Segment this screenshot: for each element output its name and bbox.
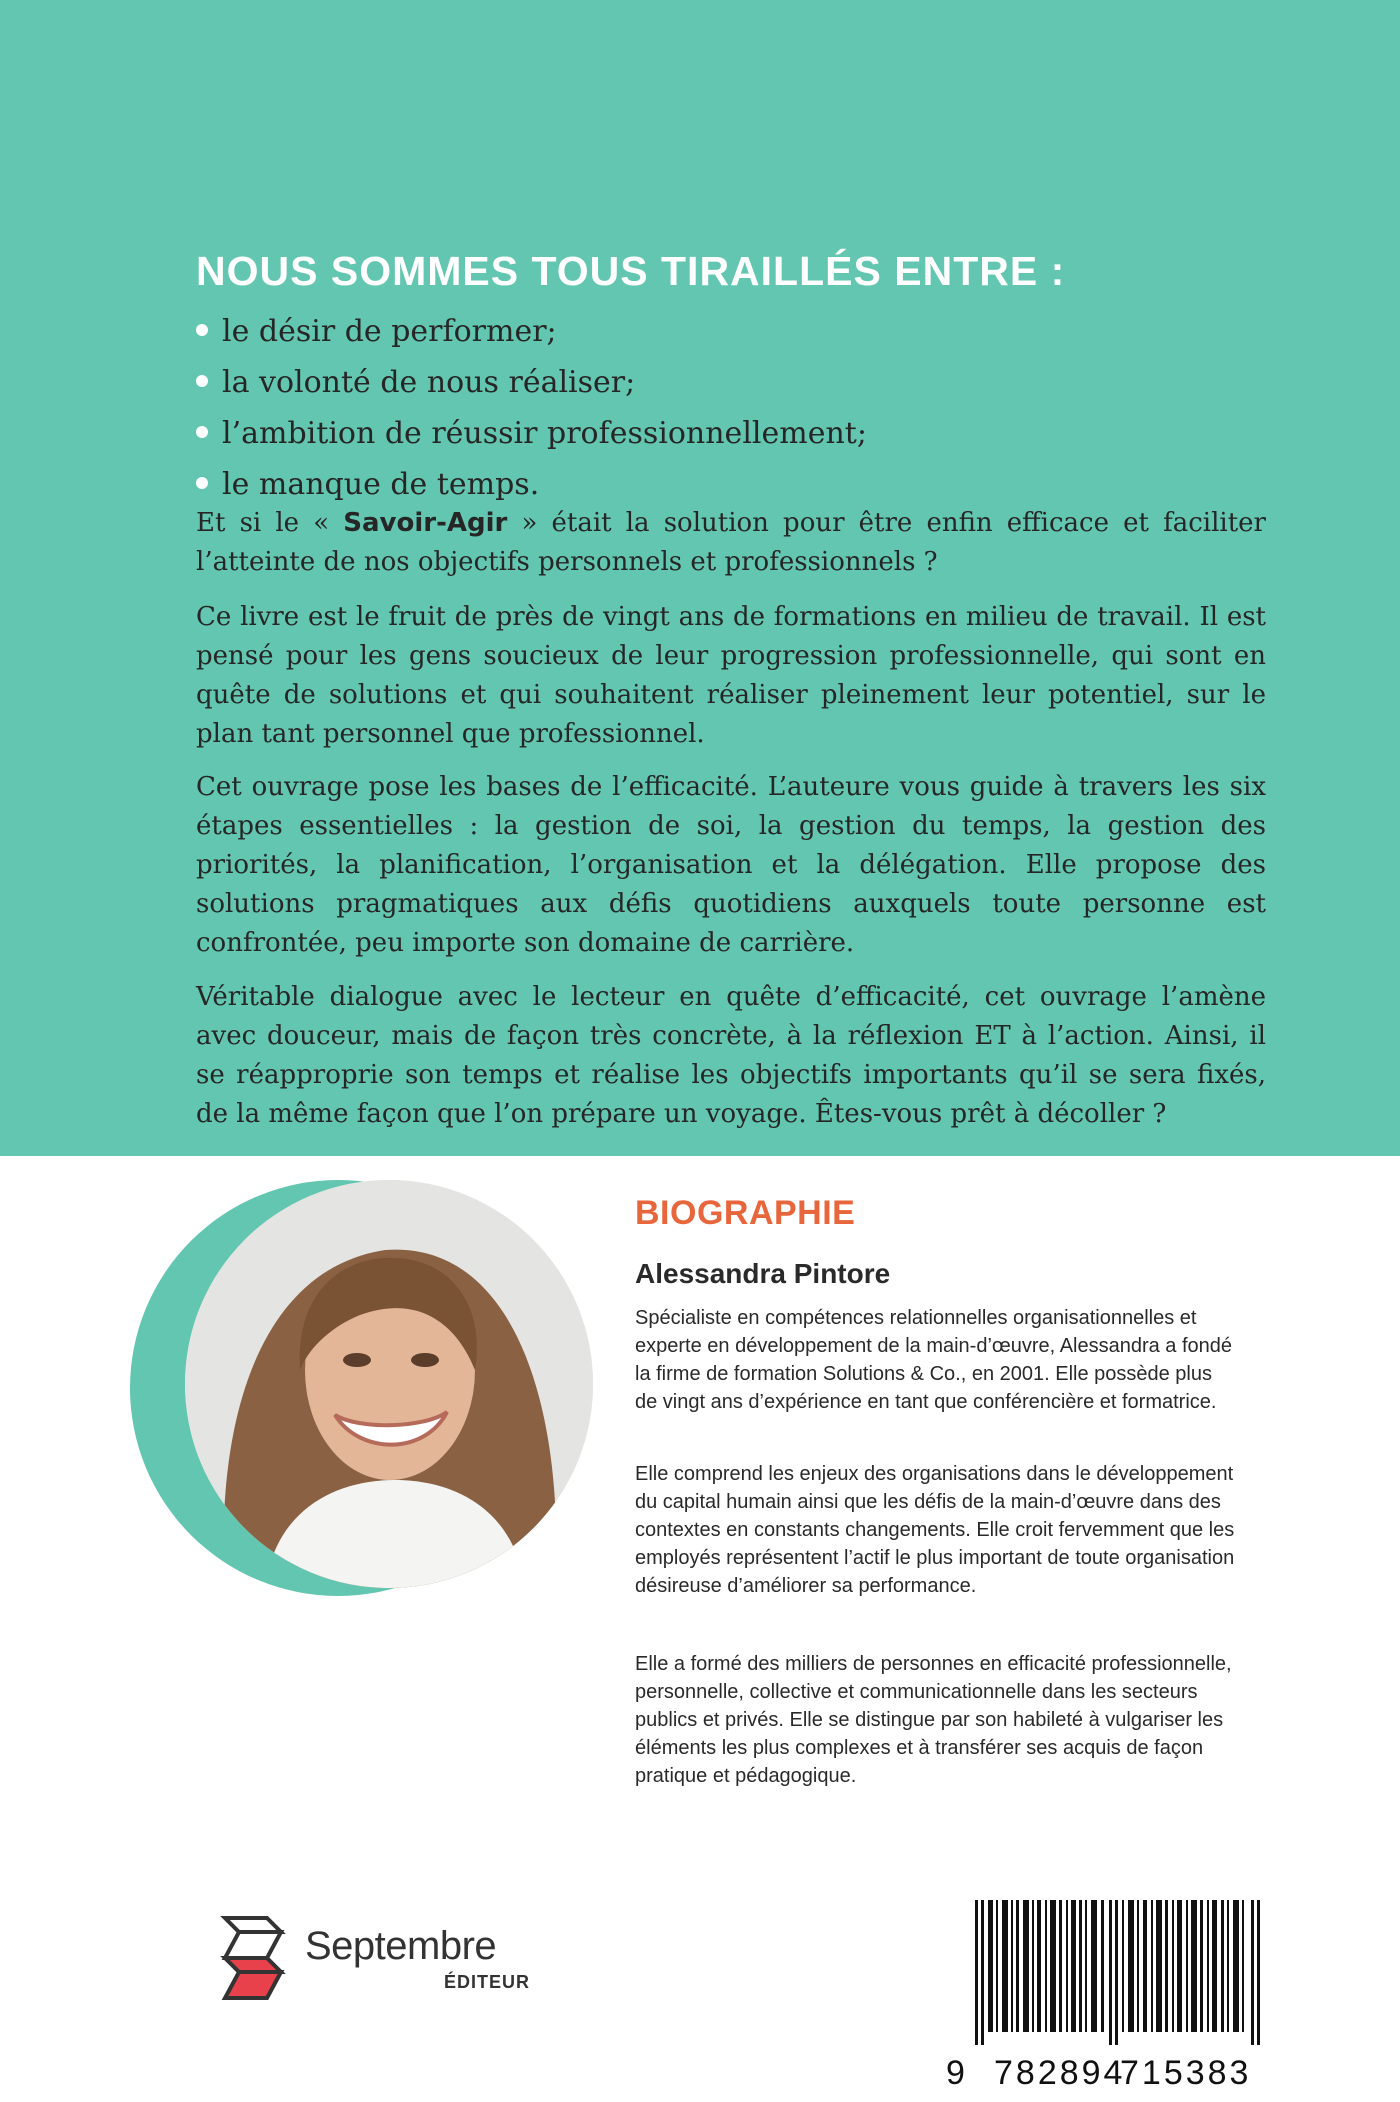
biography-paragraph-3: Elle a formé des milliers de personnes en efficacité professionnelle, personnelle, collective et communicationnelle dans les secteurs publics et privés. Elle se distingue par son habileté à vulgariser les éléments les plus complexes et à transférer ses acquis de façon pratique et pédagogique. — [635, 1653, 1232, 1787]
bullet-dot-icon — [196, 477, 208, 489]
summary-paragraph-3: Véritable dialogue avec le lecteur en quête d’efficacité, cet ouvrage l’amène avec douceur, mais de façon très concrète, à la réflexion ET à l’action. Ainsi, il se réapproprie son temps et réalise les objectifs importants qu’il se sera fixés, de la même façon que l’on prépare un voyage. Êtes-vous prêt à décoller ? — [196, 982, 1266, 1129]
publisher-subtitle: ÉDITEUR — [444, 1972, 531, 1992]
bullet-list — [196, 306, 867, 510]
summary-paragraph-1: Ce livre est le fruit de près de vingt ans de formations en milieu de travail. Il est pensé pour les gens soucieux de leur progression professionnelle, qui sont en quête de solutions et qui souhaitent réaliser pleinement leur potentiel, sur le plan tant personnel que professionnel. — [196, 602, 1266, 749]
bullet-item: l’ambition de réussir professionnellement; — [196, 408, 867, 459]
bullet-item: la volonté de nous réaliser; — [196, 357, 867, 408]
bullet-dot-icon — [196, 426, 208, 438]
bullet-dot-icon — [196, 375, 208, 387]
biography-heading: BIOGRAPHIE — [635, 1194, 856, 1232]
biography-paragraph-2: Elle comprend les enjeux des organisations dans le développement du capital humain ainsi que les défis de la main-d’œuvre dans des contextes en constants changements. Elle croit fervemment que les employés représentent l’actif le plus important de toute organisation désireuse d’améliorer sa performance. — [635, 1463, 1235, 1597]
isbn-lead-digit: 9 — [946, 2054, 965, 2092]
publisher-logo-icon — [215, 1910, 291, 2006]
headline: NOUS SOMMES TOUS TIRAILLÉS ENTRE : — [196, 248, 1066, 294]
author-name: Alessandra Pintore — [635, 1258, 891, 1289]
intro-paragraph: Et si le « Savoir-Agir » était la solution pour être enfin efficace et faciliter l’atteinte de nos objectifs personnels et professionnels ? — [196, 508, 1266, 577]
isbn-group-1: 782894 — [994, 2054, 1126, 2092]
biography-paragraph-1: Spécialiste en compétences relationnelles organisationnelles et experte en développement de la main-d’œuvre, Alessandra a fondé la firme de formation Solutions & Co., en 2001. Elle possède plus de vingt ans d’expérience en tant que conférencière et formatrice. — [635, 1307, 1233, 1413]
isbn-group-2: 715383 — [1120, 2054, 1252, 2092]
bullet-dot-icon — [196, 324, 208, 336]
bullet-item: le manque de temps. — [196, 459, 867, 510]
publisher-name: Septembre — [305, 1924, 497, 1968]
author-photo — [185, 1180, 593, 1588]
author-portrait-icon — [185, 1180, 593, 1588]
barcode-icon — [975, 1900, 1265, 2045]
bullet-item: le désir de performer; — [196, 306, 867, 357]
summary-paragraph-2: Cet ouvrage pose les bases de l’efficacité. L’auteure vous guide à travers les six étapes essentielles : la gestion de soi, la gestion du temps, la gestion des priorités, la planification, l’organisation et la délégation. Elle propose des solutions pragmatiques aux défis quotidiens auxquels toute personne est confrontée, peu importe son domaine de carrière. — [196, 772, 1266, 958]
